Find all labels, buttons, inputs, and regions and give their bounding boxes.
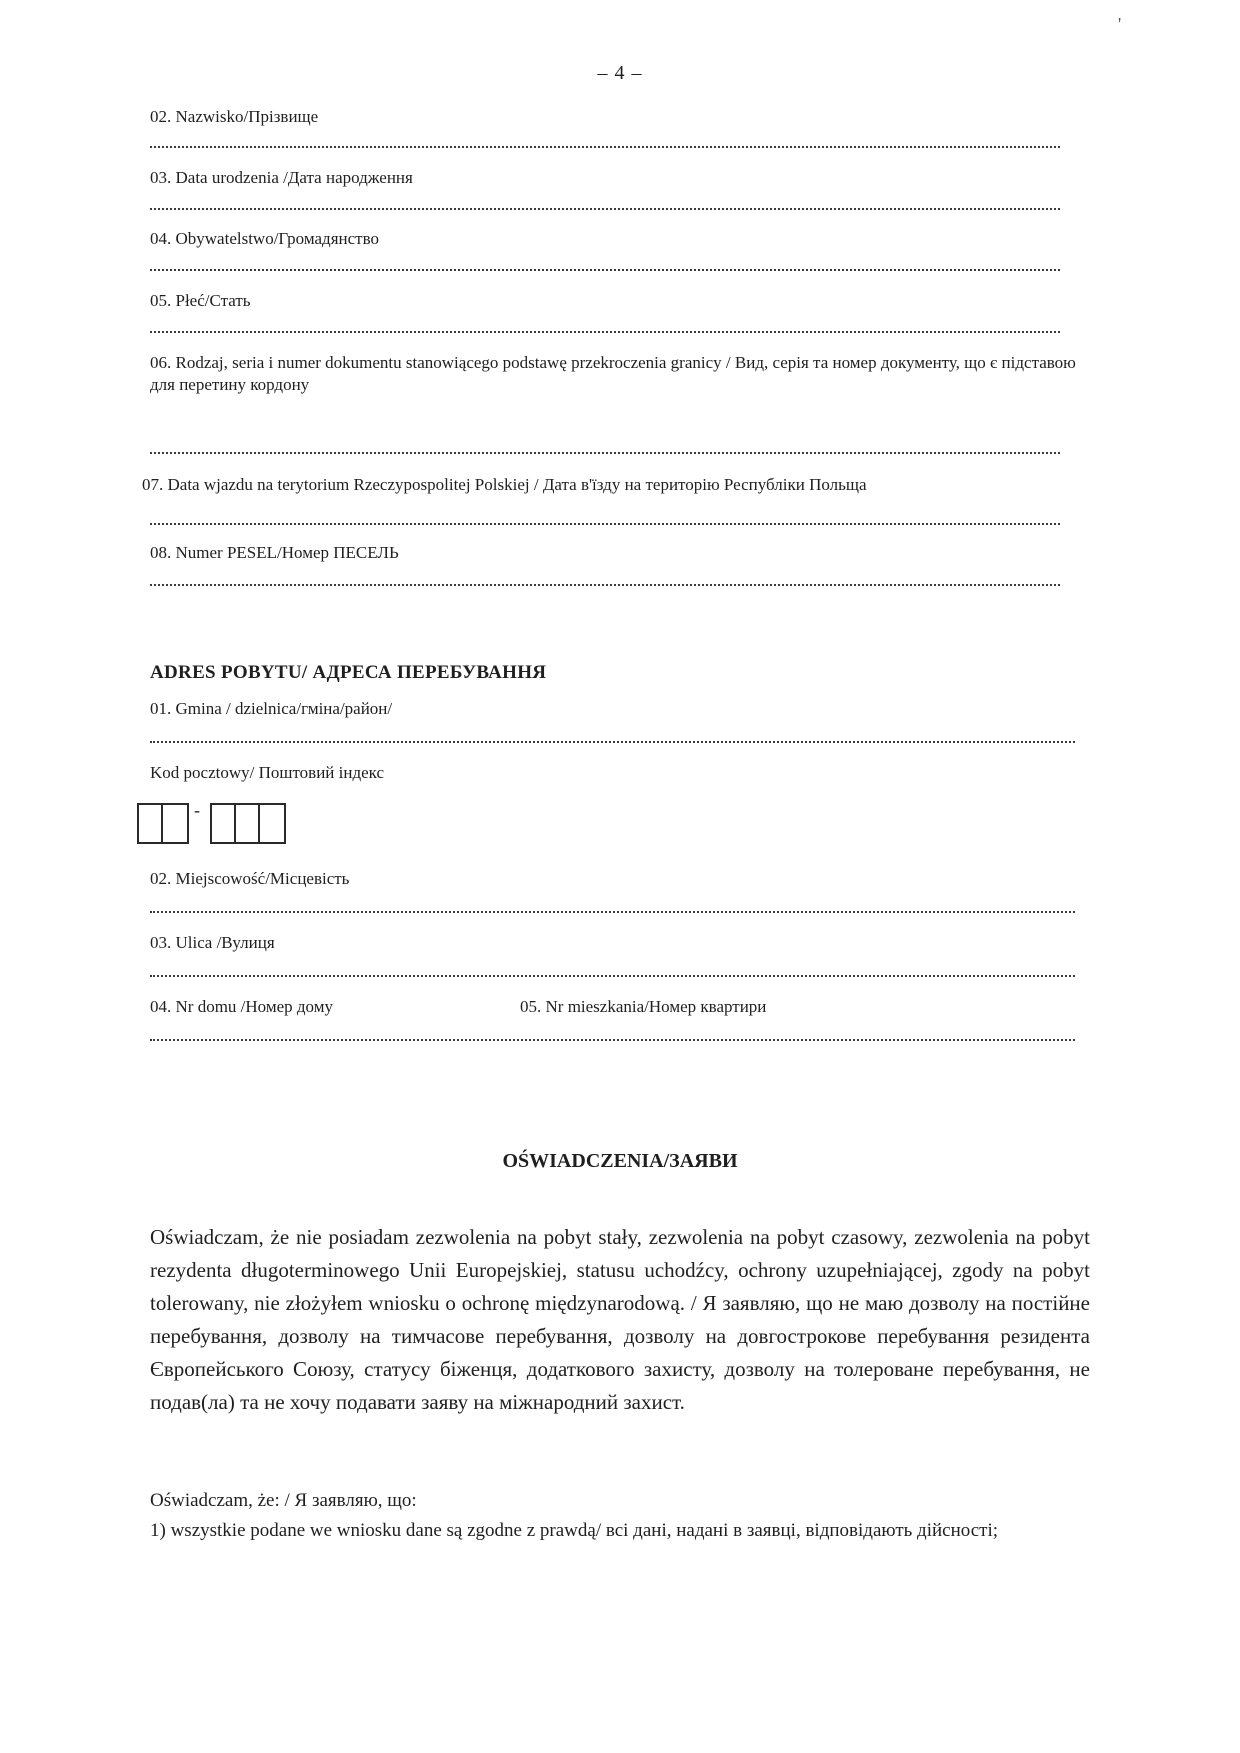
- declaration-intro: Oświadczam, że: / Я заявляю, що:: [150, 1490, 417, 1511]
- field-pesel-line[interactable]: [150, 584, 1060, 586]
- field-entry-date-label: 07. Data wjazdu na terytorium Rzeczypospolitej Polskiej / Дата в'їзду на територію Республіки Польща: [142, 475, 867, 494]
- field-birthdate-label: 03. Data urodzenia /Дата народження: [150, 168, 413, 187]
- house-apartment-line[interactable]: [150, 1039, 1075, 1041]
- postal-digit-cell[interactable]: [212, 805, 236, 842]
- postal-digit-cell[interactable]: [139, 805, 163, 842]
- declaration-item-1: 1) wszystkie podane we wniosku dane są zgodne z prawdą/ всі дані, надані в заявці, відповідають дійсності;: [150, 1520, 999, 1541]
- postal-digit-cell[interactable]: [260, 805, 284, 842]
- field-sex-label: 05. Płeć/Стать: [150, 291, 251, 310]
- street-line[interactable]: [150, 975, 1075, 977]
- field-entry-date-line[interactable]: [150, 523, 1060, 525]
- street-label: 03. Ulica /Вулиця: [150, 933, 275, 952]
- field-surname-label: 02. Nazwisko/Прізвище: [150, 107, 319, 126]
- field-citizenship-label: 04. Obywatelstwo/Громадянство: [150, 229, 380, 248]
- house-number-label: 04. Nr domu /Номер дому: [150, 997, 333, 1016]
- apartment-number-label: 05. Nr mieszkania/Номер квартири: [520, 997, 767, 1016]
- page-number: – 4 –: [597, 62, 643, 84]
- field-pesel-label: 08. Numer PESEL/Номер ПЕСЕЛЬ: [150, 543, 399, 562]
- postal-code-dash: -: [194, 800, 200, 820]
- field-document-label: 06. Rodzaj, seria i numer dokumentu stanowiącego podstawę przekroczenia granicy / Вид, серія та номер документу, що є підставою для перетину кордону: [150, 353, 1076, 394]
- declaration-paragraph: Oświadczam, że nie posiadam zezwolenia na pobyt stały, zezwolenia na pobyt czasowy, zezwolenia na pobyt rezydenta długoterminowego Unii Europejskiej, statusu uchodźcy, ochrony uzupełniającej, zgody na pobyt tolerowany, nie złożyłem wniosku o ochronę międzynarodową. / Я заявляю, що не маю дозволу на постійне перебування, дозволу на тимчасове перебування, дозволу на довгострокове перебування резидента Європейського Союзу, статусу біженця, додаткового захисту, дозволу на толероване перебування, не подав(ла) та не хочу подавати заяву на міжнародний захист.: [150, 1225, 1090, 1414]
- address-heading: ADRES POBYTU/ АДРЕСА ПЕРЕБУВАННЯ: [150, 662, 547, 683]
- field-citizenship-line[interactable]: [150, 269, 1060, 271]
- postal-code-prefix-box[interactable]: [137, 803, 189, 844]
- postal-digit-cell[interactable]: [236, 805, 260, 842]
- field-sex-line[interactable]: [150, 331, 1060, 333]
- postal-code-label: Kod pocztowy/ Поштовий індекс: [150, 763, 385, 782]
- field-surname-line[interactable]: [150, 146, 1060, 148]
- field-document-line[interactable]: [150, 452, 1060, 454]
- locality-line[interactable]: [150, 911, 1075, 913]
- gmina-label: 01. Gmina / dzielnica/гміна/район/: [150, 699, 393, 718]
- declarations-title: OŚWIADCZENIA/ЗАЯВИ: [502, 1150, 738, 1172]
- postal-code-suffix-box[interactable]: [210, 803, 286, 844]
- locality-label: 02. Miejscowość/Місцевість: [150, 869, 350, 888]
- postal-digit-cell[interactable]: [163, 805, 187, 842]
- field-birthdate-line[interactable]: [150, 208, 1060, 210]
- corner-mark: ': [1118, 14, 1122, 34]
- gmina-line[interactable]: [150, 741, 1075, 743]
